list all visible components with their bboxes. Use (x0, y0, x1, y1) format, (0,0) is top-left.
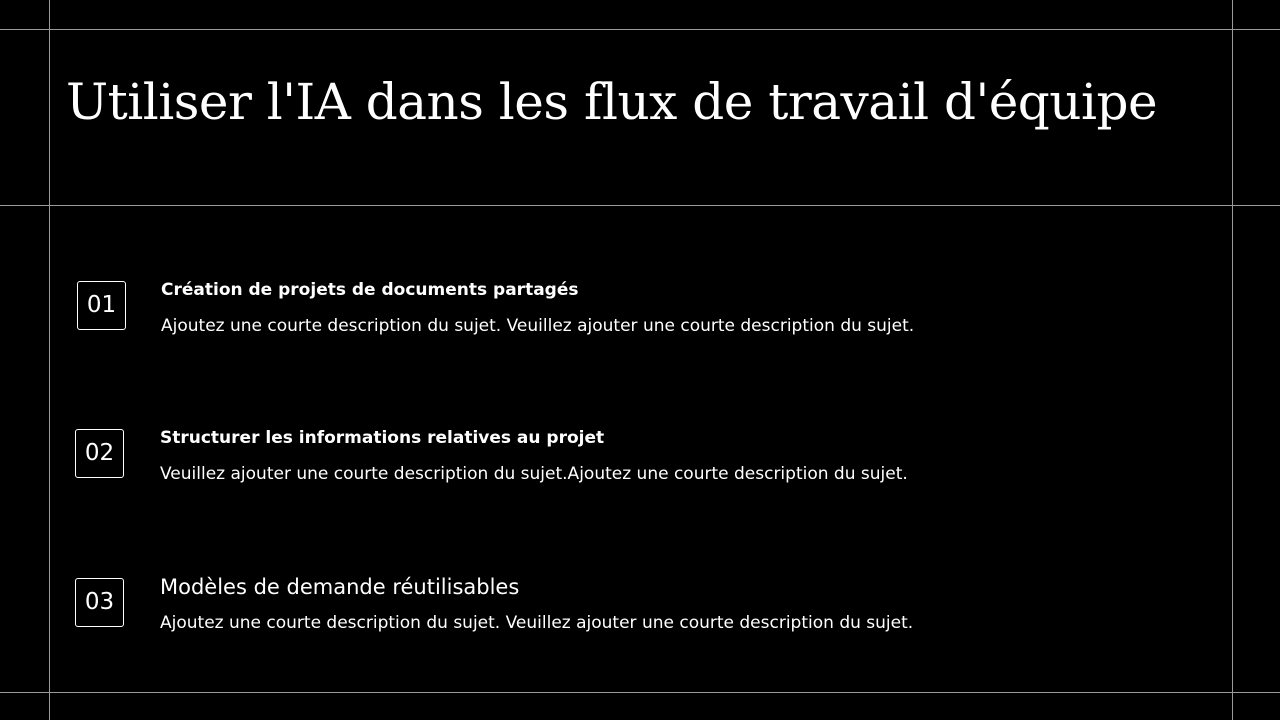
slide-title: Utiliser l'IA dans les flux de travail d'équipe (66, 73, 1158, 131)
item-description: Ajoutez une courte description du sujet. Veuillez ajouter une courte description du sujet. (161, 316, 915, 336)
grid-line-bottom (0, 692, 1280, 693)
grid-line-right (1232, 0, 1233, 720)
grid-line-title-bottom (0, 205, 1280, 206)
item-number-badge: 03 (75, 578, 124, 627)
item-number-badge: 01 (77, 281, 126, 330)
item-number-badge: 02 (75, 429, 124, 478)
item-title: Structurer les informations relatives au projet (160, 428, 605, 448)
item-description: Ajoutez une courte description du sujet. Veuillez ajouter une courte description du sujet. (160, 613, 914, 633)
item-title: Modèles de demande réutilisables (160, 575, 520, 599)
item-title: Création de projets de documents partagés (161, 280, 579, 300)
grid-line-left (49, 0, 50, 720)
item-description: Veuillez ajouter une courte description du sujet.Ajoutez une courte description du sujet. (160, 464, 908, 484)
